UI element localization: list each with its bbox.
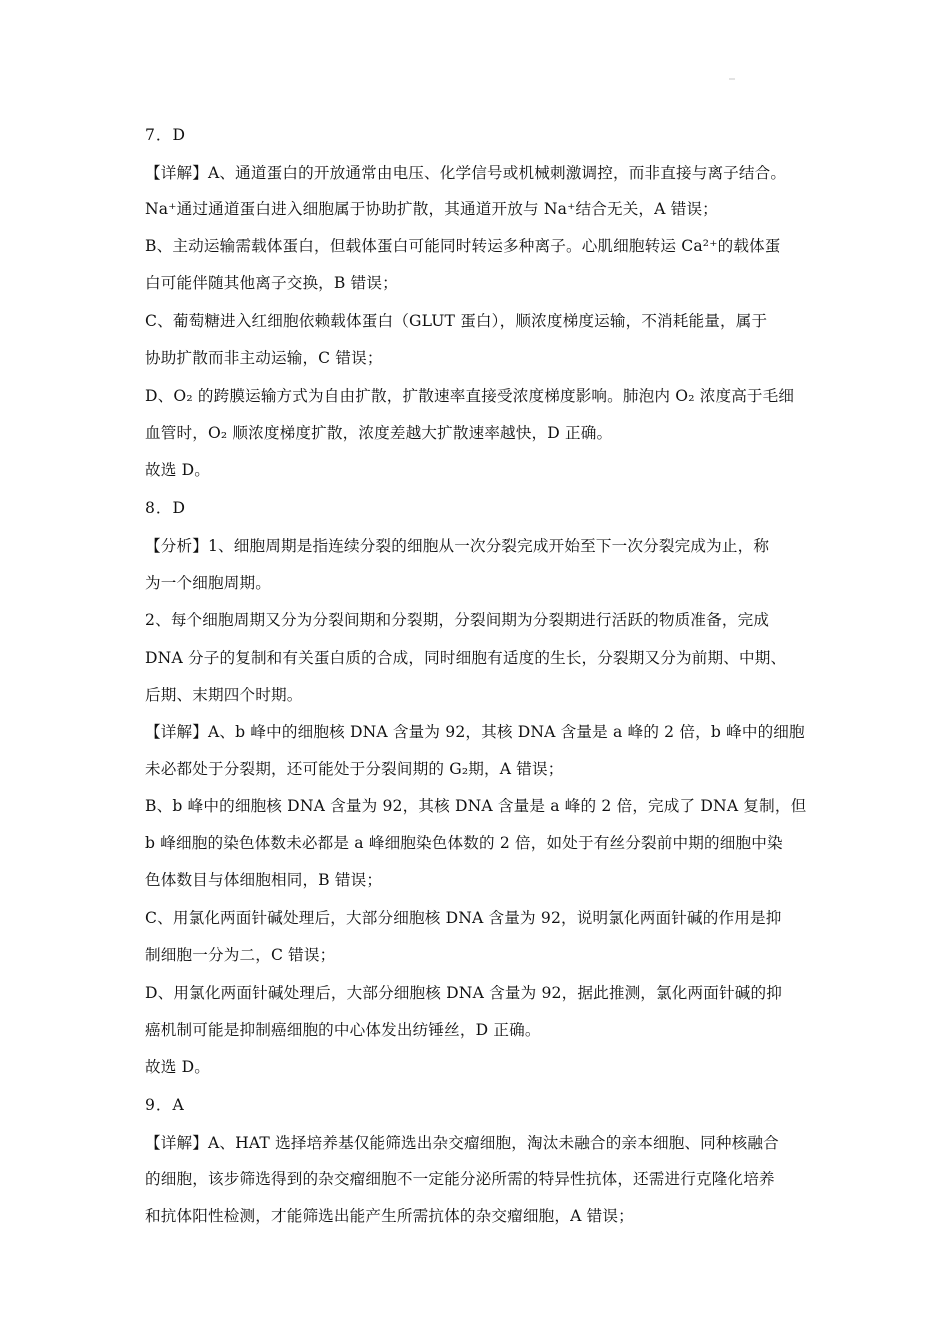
detail-line: 色体数目与体细胞相同，B 错误； bbox=[145, 871, 383, 889]
detail-line: 血管时，O₂ 顺浓度梯度扩散，浓度差越大扩散速率越快，D 正确。 bbox=[145, 424, 613, 442]
page-mark bbox=[729, 78, 735, 80]
detail-line: B、主动运输需载体蛋白，但载体蛋白可能同时转运多种离子。心肌细胞转运 Ca²⁺的载体蛋 bbox=[145, 237, 781, 255]
detail-line: 【详解】A、HAT 选择培养基仅能筛选出杂交瘤细胞，淘汰未融合的亲本细胞、同种核融合 bbox=[145, 1134, 779, 1152]
detail-line: 的细胞，该步筛选得到的杂交瘤细胞不一定能分泌所需的特异性抗体，还需进行克隆化培养 bbox=[145, 1170, 775, 1188]
conclusion-line: 故选 D。 bbox=[145, 1058, 210, 1076]
analysis-line: 【分析】1、细胞周期是指连续分裂的细胞从一次分裂完成开始至下一次分裂完成为止，称 bbox=[145, 537, 770, 555]
analysis-line: DNA 分子的复制和有关蛋白质的合成，同时细胞有适度的生长，分裂期又分为前期、中期、 bbox=[145, 649, 787, 667]
detail-line: 【详解】A、通道蛋白的开放通常由电压、化学信号或机械刺激调控，而非直接与离子结合。 bbox=[145, 164, 787, 182]
detail-line: 未必都处于分裂期，还可能处于分裂间期的 G₂期，A 错误； bbox=[145, 760, 564, 778]
detail-line: 【详解】A、b 峰中的细胞核 DNA 含量为 92，其核 DNA 含量是 a 峰的 2 倍，b 峰中的细胞 bbox=[145, 723, 805, 741]
detail-line: 协助扩散而非主动运输，C 错误； bbox=[145, 349, 383, 367]
detail-line: b 峰细胞的染色体数未必都是 a 峰细胞染色体数的 2 倍，如处于有丝分裂前中期的细胞中染 bbox=[145, 834, 783, 852]
conclusion-line: 故选 D。 bbox=[145, 461, 210, 479]
analysis-line: 后期、末期四个时期。 bbox=[145, 686, 303, 704]
detail-line: D、用氯化两面针碱处理后，大部分细胞核 DNA 含量为 92，据此推测，氯化两面针碱的抑 bbox=[145, 984, 783, 1002]
detail-line: 癌机制可能是抑制癌细胞的中心体发出纺锤丝，D 正确。 bbox=[145, 1021, 541, 1039]
detail-line: 和抗体阳性检测，才能筛选出能产生所需抗体的杂交瘤细胞，A 错误； bbox=[145, 1207, 634, 1225]
detail-line: C、葡萄糖进入红细胞依赖载体蛋白（GLUT 蛋白），顺浓度梯度运输，不消耗能量，属于 bbox=[145, 312, 768, 330]
analysis-line: 为一个细胞周期。 bbox=[145, 574, 271, 592]
answer-number-9: 9．A bbox=[145, 1096, 185, 1114]
detail-line: C、用氯化两面针碱处理后，大部分细胞核 DNA 含量为 92，说明氯化两面针碱的作用是抑 bbox=[145, 909, 782, 927]
detail-line: Na⁺通过通道蛋白进入细胞属于协助扩散，其通道开放与 Na⁺结合无关，A 错误； bbox=[145, 200, 718, 218]
detail-line: B、b 峰中的细胞核 DNA 含量为 92，其核 DNA 含量是 a 峰的 2 倍，完成了 DNA 复制，但 bbox=[145, 797, 807, 815]
answer-number-7: 7．D bbox=[145, 126, 187, 144]
analysis-line: 2、每个细胞周期又分为分裂间期和分裂期，分裂间期为分裂期进行活跃的物质准备，完成 bbox=[145, 611, 770, 629]
detail-line: 制细胞一分为二，C 错误； bbox=[145, 946, 336, 964]
answer-number-8: 8．D bbox=[145, 499, 187, 517]
detail-line: D、O₂ 的跨膜运输方式为自由扩散，扩散速率直接受浓度梯度影响。肺泡内 O₂ 浓度高于毛细 bbox=[145, 387, 795, 405]
detail-line: 白可能伴随其他离子交换，B 错误； bbox=[145, 274, 398, 292]
